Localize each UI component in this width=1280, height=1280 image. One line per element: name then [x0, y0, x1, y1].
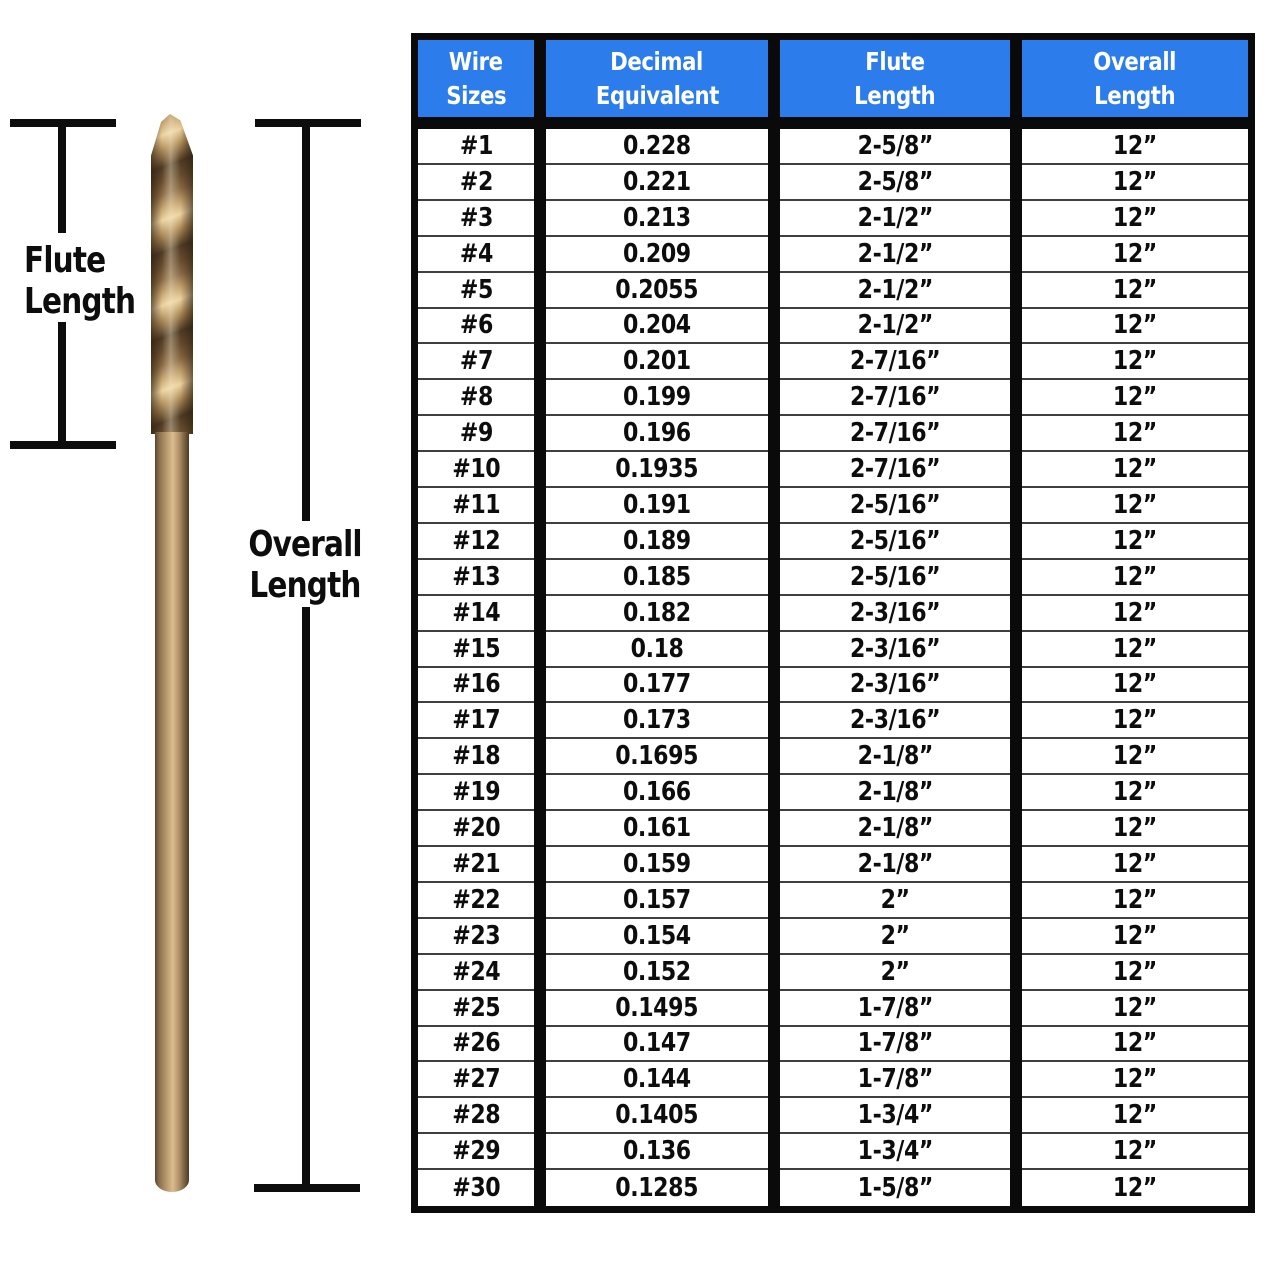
- flute-length-value: 2-3/16”: [849, 633, 941, 664]
- decimal-equivalent-value: 0.1935: [615, 454, 699, 485]
- decimal-equivalent-value: 0.1495: [615, 992, 699, 1023]
- wire-size-value: #20: [452, 813, 500, 844]
- decimal-equivalent-value: 0.1285: [615, 1173, 699, 1204]
- decimal-equivalent-cell: [546, 1134, 768, 1170]
- overall-length-cell: [1022, 273, 1248, 309]
- wire-size-value: #19: [452, 777, 500, 808]
- decimal-equivalent-cell: [546, 847, 768, 883]
- decimal-equivalent-cell: [546, 560, 768, 596]
- overall-length-cell: [1022, 1170, 1248, 1206]
- decimal-equivalent-value: 0.191: [623, 489, 691, 520]
- overall-length-value: 12”: [1112, 561, 1158, 592]
- wire-size-cell: [418, 129, 534, 165]
- flute-length-value: 2-7/16”: [849, 454, 941, 485]
- header-flute-length-line1: Flute: [865, 47, 925, 76]
- overall-length-cell: [1022, 416, 1248, 452]
- flute-length-value: 2-1/2”: [857, 274, 933, 305]
- header-overall-length-line1: Overall: [1093, 47, 1177, 76]
- header-flute-length: [780, 40, 1010, 117]
- wire-size-cell: [418, 703, 534, 739]
- flute-length-cell: [780, 703, 1010, 739]
- wire-size-value: #28: [452, 1100, 500, 1131]
- decimal-equivalent-value: 0.199: [623, 382, 691, 413]
- overall-length-cell: [1022, 991, 1248, 1027]
- flute-length-cell: [780, 452, 1010, 488]
- flute-length-cell: [780, 560, 1010, 596]
- header-decimal-equivalent-line2: Equivalent: [595, 81, 719, 110]
- overall-length-value: 12”: [1112, 813, 1158, 844]
- overall-length-value: 12”: [1112, 705, 1158, 736]
- drill-bit-photo: [151, 114, 193, 1192]
- flute-length-value: 1-7/8”: [857, 1028, 933, 1059]
- flute-length-value: 2-1/8”: [857, 848, 933, 879]
- overall-length-cell: [1022, 309, 1248, 345]
- flute-length-upper-line: [58, 127, 66, 233]
- wire-size-cell: [418, 775, 534, 811]
- overall-length-value: 12”: [1112, 1100, 1158, 1131]
- overall-length-value: 12”: [1112, 238, 1158, 269]
- wire-size-value: #4: [459, 238, 493, 269]
- wire-size-cell: [418, 380, 534, 416]
- decimal-equivalent-cell: [546, 775, 768, 811]
- flute-length-value: 2-5/16”: [849, 525, 941, 556]
- wire-size-cell: [418, 165, 534, 201]
- overall-length-cell: [1022, 344, 1248, 380]
- flute-length-label-line2: Length: [24, 281, 136, 322]
- overall-length-value: 12”: [1112, 848, 1158, 879]
- overall-length-value: 12”: [1112, 418, 1158, 449]
- wire-size-cell: [418, 955, 534, 991]
- table-body: [418, 129, 1248, 1206]
- overall-length-cell: [1022, 919, 1248, 955]
- wire-size-value: #8: [459, 382, 493, 413]
- decimal-equivalent-value: 0.201: [623, 346, 691, 377]
- flute-length-cell: [780, 1170, 1010, 1206]
- wire-size-value: #2: [459, 166, 493, 197]
- flute-length-cell: [780, 632, 1010, 668]
- wire-size-cell: [418, 416, 534, 452]
- header-wire-sizes: [418, 40, 534, 117]
- flute-length-value: 2-5/16”: [849, 489, 941, 520]
- decimal-equivalent-value: 0.213: [623, 202, 691, 233]
- flute-length-cell: [780, 847, 1010, 883]
- overall-length-cell: [1022, 811, 1248, 847]
- overall-length-upper-line: [302, 127, 310, 521]
- overall-length-cell: [1022, 201, 1248, 237]
- flute-length-cell: [780, 309, 1010, 345]
- overall-length-label-line2: Length: [249, 565, 361, 606]
- wire-size-value: #21: [452, 848, 500, 879]
- header-flute-length-line2: Length: [854, 81, 936, 110]
- header-decimal-equivalent: [546, 40, 768, 117]
- overall-length-cell: [1022, 380, 1248, 416]
- wire-size-value: #9: [459, 418, 493, 449]
- overall-length-value: 12”: [1112, 1173, 1158, 1204]
- flute-length-cell: [780, 955, 1010, 991]
- wire-size-value: #3: [459, 202, 493, 233]
- flute-length-value: 2-5/8”: [857, 130, 933, 161]
- overall-length-value: 12”: [1112, 1064, 1158, 1095]
- wire-size-value: #24: [452, 956, 500, 987]
- decimal-equivalent-cell: [546, 452, 768, 488]
- decimal-equivalent-value: 0.1405: [615, 1100, 699, 1131]
- wire-size-cell: [418, 1170, 534, 1206]
- decimal-equivalent-value: 0.196: [623, 418, 691, 449]
- overall-length-cell: [1022, 847, 1248, 883]
- wire-size-value: #13: [452, 561, 500, 592]
- wire-size-value: #7: [459, 346, 493, 377]
- wire-size-value: #5: [459, 274, 493, 305]
- flute-length-cell: [780, 1027, 1010, 1063]
- overall-length-cell: [1022, 596, 1248, 632]
- overall-length-value: 12”: [1112, 130, 1158, 161]
- wire-size-cell: [418, 811, 534, 847]
- flute-length-value: 1-3/4”: [857, 1136, 933, 1167]
- overall-length-value: 12”: [1112, 274, 1158, 305]
- flute-length-cell: [780, 1134, 1010, 1170]
- overall-length-value: 12”: [1112, 166, 1158, 197]
- overall-length-label-line1: Overall: [248, 524, 362, 565]
- flute-length-cell: [780, 129, 1010, 165]
- flute-length-value: 2-1/2”: [857, 310, 933, 341]
- flute-length-top-tick: [10, 119, 116, 127]
- wire-size-value: #29: [452, 1136, 500, 1167]
- decimal-equivalent-cell: [546, 129, 768, 165]
- decimal-equivalent-value: 0.189: [623, 525, 691, 556]
- flute-length-value: 2-3/16”: [849, 597, 941, 628]
- wire-size-cell: [418, 560, 534, 596]
- overall-length-lower-line: [302, 607, 310, 1184]
- overall-length-value: 12”: [1112, 884, 1158, 915]
- overall-length-cell: [1022, 955, 1248, 991]
- decimal-equivalent-cell: [546, 811, 768, 847]
- wire-size-value: #10: [452, 454, 500, 485]
- decimal-equivalent-cell: [546, 668, 768, 704]
- decimal-equivalent-cell: [546, 632, 768, 668]
- decimal-equivalent-value: 0.1695: [615, 741, 699, 772]
- wire-size-cell: [418, 632, 534, 668]
- decimal-equivalent-cell: [546, 955, 768, 991]
- flute-length-cell: [780, 488, 1010, 524]
- wire-size-cell: [418, 596, 534, 632]
- wire-size-value: #14: [452, 597, 500, 628]
- overall-length-value: 12”: [1112, 525, 1158, 556]
- decimal-equivalent-value: 0.18: [630, 633, 684, 664]
- wire-size-cell: [418, 344, 534, 380]
- overall-length-cell: [1022, 488, 1248, 524]
- flute-length-cell: [780, 883, 1010, 919]
- wire-size-cell: [418, 1027, 534, 1063]
- flute-length-bottom-tick: [10, 441, 116, 449]
- table-header-row: [418, 40, 1248, 117]
- wire-size-cell: [418, 201, 534, 237]
- overall-length-cell: [1022, 632, 1248, 668]
- decimal-equivalent-cell: [546, 416, 768, 452]
- flute-length-value: 2”: [880, 884, 910, 915]
- wire-size-cell: [418, 488, 534, 524]
- flute-length-value: 2”: [880, 956, 910, 987]
- decimal-equivalent-value: 0.182: [623, 597, 691, 628]
- flute-length-cell: [780, 273, 1010, 309]
- wire-size-value: #23: [452, 920, 500, 951]
- header-decimal-equivalent-line1: Decimal: [610, 47, 704, 76]
- wire-size-value: #1: [459, 130, 493, 161]
- overall-length-value: 12”: [1112, 382, 1158, 413]
- flute-length-cell: [780, 165, 1010, 201]
- decimal-equivalent-cell: [546, 739, 768, 775]
- wire-size-cell: [418, 991, 534, 1027]
- wire-size-value: #26: [452, 1028, 500, 1059]
- flute-length-value: 2-1/2”: [857, 238, 933, 269]
- wire-size-cell: [418, 919, 534, 955]
- flute-length-cell: [780, 201, 1010, 237]
- decimal-equivalent-value: 0.2055: [615, 274, 699, 305]
- flute-length-value: 2-1/8”: [857, 777, 933, 808]
- flute-length-cell: [780, 596, 1010, 632]
- overall-length-cell: [1022, 1098, 1248, 1134]
- header-wire-sizes-line1: Wire: [449, 47, 503, 76]
- header-wire-sizes-line2: Sizes: [446, 81, 506, 110]
- overall-length-value: 12”: [1112, 956, 1158, 987]
- decimal-equivalent-cell: [546, 524, 768, 560]
- decimal-equivalent-cell: [546, 1098, 768, 1134]
- flute-length-value: 2”: [880, 920, 910, 951]
- overall-length-cell: [1022, 1062, 1248, 1098]
- flute-length-value: 2-1/8”: [857, 741, 933, 772]
- wire-size-value: #12: [452, 525, 500, 556]
- flute-length-cell: [780, 739, 1010, 775]
- flute-length-label-line1: Flute: [24, 240, 106, 281]
- overall-length-cell: [1022, 739, 1248, 775]
- wire-size-value: #17: [452, 705, 500, 736]
- wire-size-cell: [418, 1098, 534, 1134]
- flute-length-cell: [780, 344, 1010, 380]
- flute-length-cell: [780, 1062, 1010, 1098]
- wire-size-value: #16: [452, 669, 500, 700]
- decimal-equivalent-value: 0.221: [623, 166, 691, 197]
- overall-length-bottom-tick: [254, 1184, 360, 1192]
- wire-size-value: #15: [452, 633, 500, 664]
- decimal-equivalent-value: 0.173: [623, 705, 691, 736]
- wire-size-cell: [418, 847, 534, 883]
- wire-size-cell: [418, 524, 534, 560]
- overall-length-cell: [1022, 668, 1248, 704]
- flute-length-cell: [780, 919, 1010, 955]
- decimal-equivalent-cell: [546, 201, 768, 237]
- wire-size-cell: [418, 1134, 534, 1170]
- flute-length-value: 2-1/8”: [857, 813, 933, 844]
- wire-size-cell: [418, 273, 534, 309]
- wire-size-cell: [418, 883, 534, 919]
- flute-length-value: 2-7/16”: [849, 418, 941, 449]
- flute-length-lower-line: [58, 322, 66, 441]
- header-overall-length-line2: Length: [1094, 81, 1176, 110]
- wire-size-cell: [418, 309, 534, 345]
- flute-length-cell: [780, 775, 1010, 811]
- overall-length-value: 12”: [1112, 1136, 1158, 1167]
- decimal-equivalent-cell: [546, 309, 768, 345]
- decimal-equivalent-value: 0.161: [623, 813, 691, 844]
- decimal-equivalent-value: 0.159: [623, 848, 691, 879]
- wire-size-value: #6: [459, 310, 493, 341]
- flute-length-value: 2-7/16”: [849, 346, 941, 377]
- overall-length-cell: [1022, 524, 1248, 560]
- wire-size-value: #30: [452, 1173, 500, 1204]
- overall-length-value: 12”: [1112, 741, 1158, 772]
- wire-size-cell: [418, 452, 534, 488]
- decimal-equivalent-value: 0.157: [623, 884, 691, 915]
- overall-length-cell: [1022, 883, 1248, 919]
- overall-length-cell: [1022, 703, 1248, 739]
- decimal-equivalent-value: 0.154: [623, 920, 691, 951]
- flute-length-cell: [780, 380, 1010, 416]
- header-overall-length: [1022, 40, 1248, 117]
- flute-length-value: 2-3/16”: [849, 669, 941, 700]
- overall-length-value: 12”: [1112, 1028, 1158, 1059]
- decimal-equivalent-cell: [546, 1062, 768, 1098]
- wire-size-value: #27: [452, 1064, 500, 1095]
- decimal-equivalent-cell: [546, 991, 768, 1027]
- overall-length-value: 12”: [1112, 633, 1158, 664]
- decimal-equivalent-value: 0.136: [623, 1136, 691, 1167]
- flute-length-value: 1-3/4”: [857, 1100, 933, 1131]
- decimal-equivalent-value: 0.204: [623, 310, 691, 341]
- decimal-equivalent-cell: [546, 596, 768, 632]
- decimal-equivalent-cell: [546, 273, 768, 309]
- overall-length-value: 12”: [1112, 992, 1158, 1023]
- wire-size-cell: [418, 739, 534, 775]
- wire-size-value: #22: [452, 884, 500, 915]
- decimal-equivalent-cell: [546, 237, 768, 273]
- overall-length-cell: [1022, 452, 1248, 488]
- decimal-equivalent-cell: [546, 165, 768, 201]
- flute-length-cell: [780, 416, 1010, 452]
- wire-size-cell: [418, 1062, 534, 1098]
- decimal-equivalent-cell: [546, 1170, 768, 1206]
- wire-size-cell: [418, 668, 534, 704]
- flute-length-cell: [780, 811, 1010, 847]
- drill-bit-flutes: [151, 114, 193, 434]
- overall-length-cell: [1022, 1134, 1248, 1170]
- decimal-equivalent-value: 0.147: [623, 1028, 691, 1059]
- overall-length-value: 12”: [1112, 777, 1158, 808]
- flute-length-value: 1-5/8”: [857, 1173, 933, 1204]
- flute-length-value: 2-7/16”: [849, 382, 941, 413]
- flute-length-value: 2-5/8”: [857, 166, 933, 197]
- flute-length-cell: [780, 1098, 1010, 1134]
- overall-length-value: 12”: [1112, 920, 1158, 951]
- flute-length-value: 2-1/2”: [857, 202, 933, 233]
- overall-length-value: 12”: [1112, 310, 1158, 341]
- decimal-equivalent-cell: [546, 380, 768, 416]
- decimal-equivalent-cell: [546, 703, 768, 739]
- overall-length-value: 12”: [1112, 202, 1158, 233]
- decimal-equivalent-value: 0.185: [623, 561, 691, 592]
- wire-size-value: #18: [452, 741, 500, 772]
- wire-size-cell: [418, 237, 534, 273]
- decimal-equivalent-cell: [546, 344, 768, 380]
- overall-length-value: 12”: [1112, 597, 1158, 628]
- flute-length-value: 2-5/16”: [849, 561, 941, 592]
- flute-length-cell: [780, 237, 1010, 273]
- decimal-equivalent-cell: [546, 919, 768, 955]
- overall-length-label: [238, 524, 372, 606]
- drill-size-spec-table: [411, 33, 1255, 1213]
- wire-size-value: #11: [452, 489, 500, 520]
- flute-length-label: [24, 240, 135, 322]
- flute-length-value: 1-7/8”: [857, 1064, 933, 1095]
- overall-length-cell: [1022, 1027, 1248, 1063]
- overall-length-top-tick: [255, 119, 361, 127]
- overall-length-value: 12”: [1112, 489, 1158, 520]
- decimal-equivalent-value: 0.152: [623, 956, 691, 987]
- flute-length-cell: [780, 991, 1010, 1027]
- overall-length-cell: [1022, 775, 1248, 811]
- decimal-equivalent-value: 0.228: [623, 130, 691, 161]
- overall-length-cell: [1022, 560, 1248, 596]
- flute-length-cell: [780, 524, 1010, 560]
- decimal-equivalent-cell: [546, 883, 768, 919]
- flute-length-value: 1-7/8”: [857, 992, 933, 1023]
- overall-length-cell: [1022, 165, 1248, 201]
- decimal-equivalent-cell: [546, 488, 768, 524]
- drill-bit-shank: [155, 432, 189, 1192]
- decimal-equivalent-value: 0.177: [623, 669, 691, 700]
- wire-size-value: #25: [452, 992, 500, 1023]
- flute-length-cell: [780, 668, 1010, 704]
- decimal-equivalent-value: 0.209: [623, 238, 691, 269]
- overall-length-value: 12”: [1112, 669, 1158, 700]
- flute-length-value: 2-3/16”: [849, 705, 941, 736]
- overall-length-cell: [1022, 237, 1248, 273]
- decimal-equivalent-value: 0.166: [623, 777, 691, 808]
- decimal-equivalent-cell: [546, 1027, 768, 1063]
- overall-length-value: 12”: [1112, 346, 1158, 377]
- decimal-equivalent-value: 0.144: [623, 1064, 691, 1095]
- overall-length-value: 12”: [1112, 454, 1158, 485]
- overall-length-cell: [1022, 129, 1248, 165]
